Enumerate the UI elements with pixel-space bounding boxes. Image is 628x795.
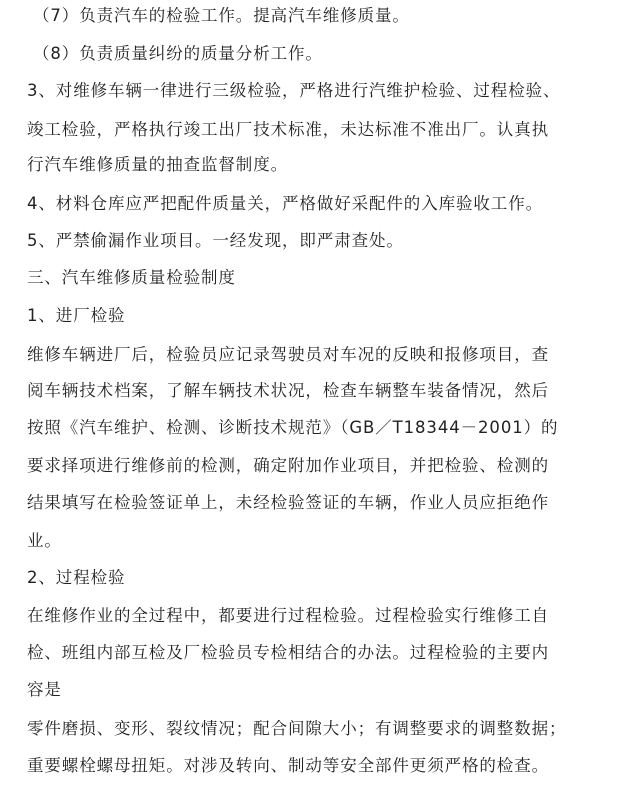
text-line: 重要螺栓螺母扭矩。对涉及转向、制动等安全部件更须严格的检查。 (27, 756, 549, 775)
text-line: 阅车辆技术档案，了解车辆技术状况，检查车辆整车装备情况，然后 (27, 381, 549, 400)
text-line: 竣工检验，严格执行竣工出厂技术标准，未达标准不准出厂。认真执 (27, 120, 549, 139)
text-line: 业。 (27, 531, 62, 550)
text-line: 容是 (27, 680, 62, 699)
text-line: 3、对维修车辆一律进行三级检验，严格进行汽维护检验、过程检验、 (27, 81, 561, 100)
text-line: 5、严禁偷漏作业项目。一经发现，即严肃查处。 (27, 231, 404, 250)
text-line: 行汽车维修质量的抽查监督制度。 (27, 155, 288, 174)
section-heading: 三、汽车维修质量检验制度 (27, 268, 236, 287)
text-line: 维修车辆进厂后，检验员应记录驾驶员对车况的反映和报修项目，查 (27, 345, 549, 364)
text-line: 零件磨损、变形、裂纹情况；配合间隙大小；有调整要求的调整数据； (27, 719, 567, 738)
text-line: 结果填写在检验签证单上，未经检验签证的车辆，作业人员应拒绝作 (27, 493, 549, 512)
text-line: 检、班组内部互检及厂检验员专检相结合的办法。过程检验的主要内 (27, 643, 549, 662)
text-line: 4、材料仓库应严把配件质量关，严格做好采配件的入库验收工作。 (27, 194, 543, 213)
text-line: 在维修作业的全过程中，都要进行过程检验。过程检验实行维修工自 (27, 606, 549, 625)
subsection-heading: 2、过程检验 (27, 568, 126, 587)
text-line: 按照《汽车维护、检测、诊断技术规范》（GB／T18344－2001）的 (27, 418, 559, 437)
text-line: （8）负责质量纠纷的质量分析工作。 (33, 44, 323, 63)
text-line: 要求择项进行维修前的检测，确定附加作业项目，并把检验、检测的 (27, 456, 549, 475)
text-line: （7）负责汽车的检验工作。提高汽车维修质量。 (33, 6, 410, 25)
subsection-heading: 1、进厂检验 (27, 306, 126, 325)
